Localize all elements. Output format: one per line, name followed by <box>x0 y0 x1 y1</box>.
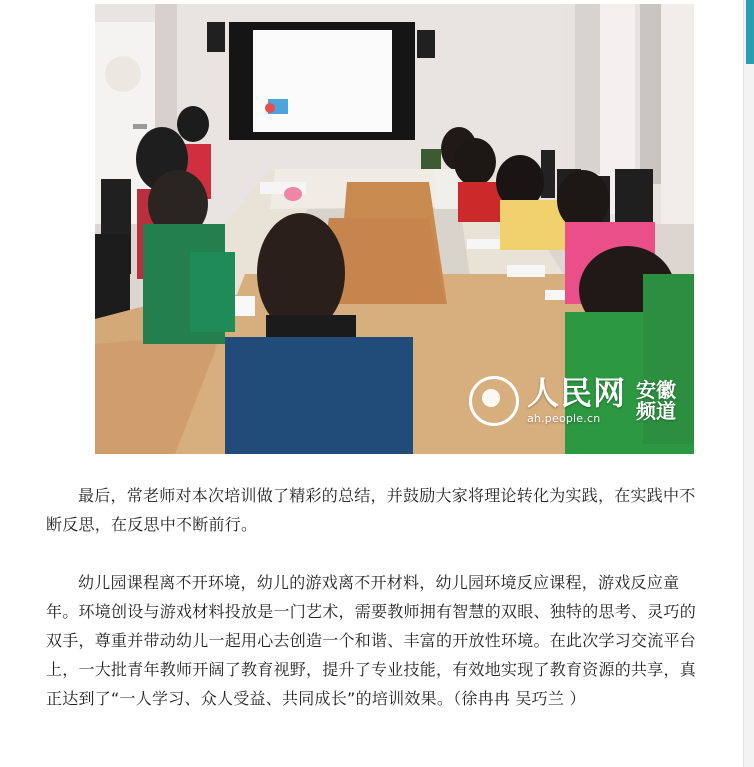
watermark-region-line-2: 频道 <box>636 399 676 423</box>
conclusion-paragraph: 幼儿园课程离不开环境，幼儿的游戏离不开材料，幼儿园环境反应课程，游戏反应童年。环境创设与游戏材料投放是一门艺术，需要教师拥有智慧的双眼、独特的思考、灵巧的双手，尊重并带动幼儿一起用心去创造一个和谐、丰富的开放性环境。在此次学习交流平台上，一大批青年教师开阔了教育视野，提升了专业技能，有效地实现了教育资源的共享，真正达到了“一人学习、众人受益、共同成长”的培训效果。（徐冉冉 吴巧兰 ） <box>46 573 697 708</box>
people-cn-watermark <box>469 376 676 426</box>
article-body <box>46 481 700 742</box>
summary-paragraph: 最后，常老师对本次培训做了精彩的总结，并鼓励大家将理论转化为实践，在实践中不断反思，在反思中不断前行。 <box>46 486 696 534</box>
watermark-main-text: 人民网 <box>526 374 626 413</box>
watermark-region <box>636 380 676 422</box>
watermark-region-line-1: 安徽 <box>636 378 676 402</box>
scrollbar-thumb[interactable] <box>746 0 754 64</box>
watermark-brand <box>526 374 626 426</box>
people-logo-icon <box>469 376 519 426</box>
article-photo <box>95 4 694 454</box>
page-scrollbar[interactable] <box>743 0 754 767</box>
watermark-url: ah.people.cn <box>526 412 601 426</box>
